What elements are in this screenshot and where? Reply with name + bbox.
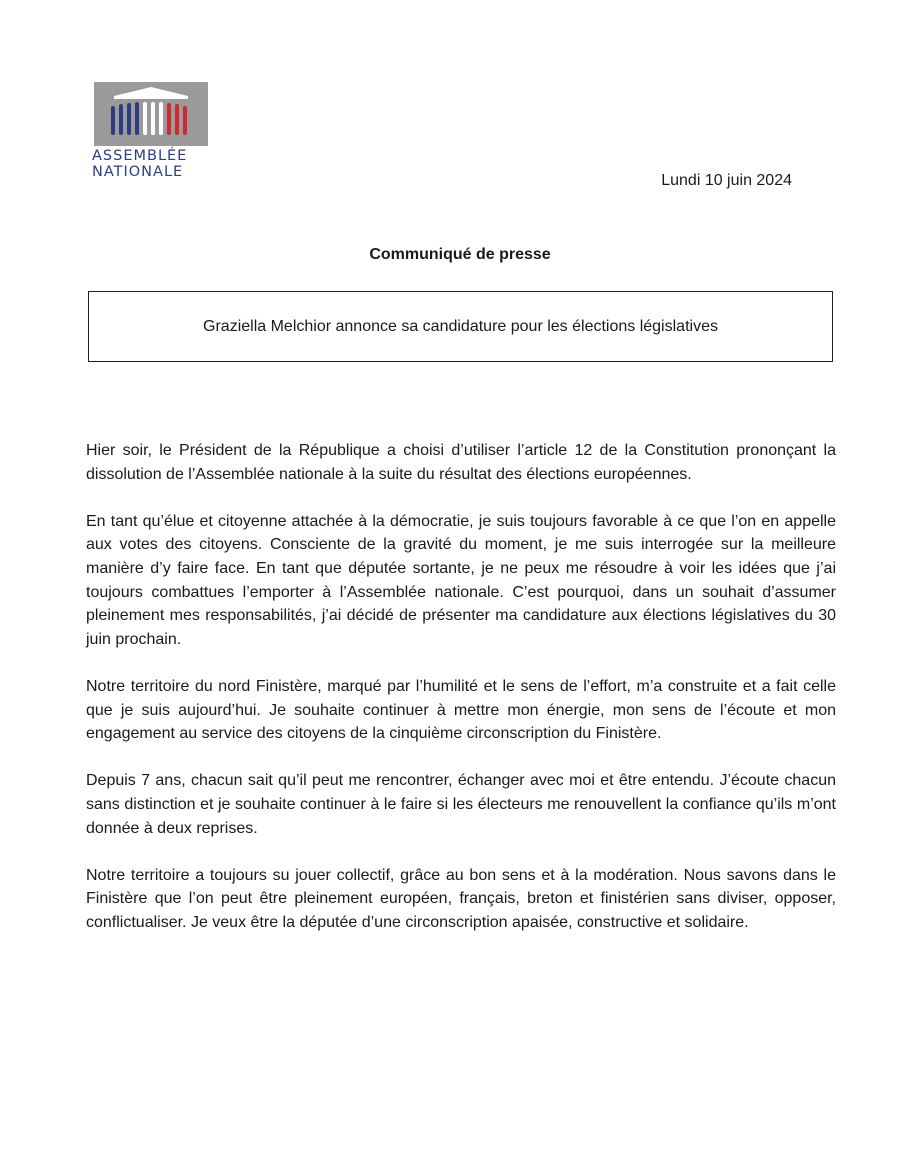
title-box: [88, 291, 833, 362]
release-title: Graziella Melchior annonce sa candidature pour les élections législatives: [203, 317, 718, 335]
release-date: Lundi 10 juin 2024: [661, 172, 792, 189]
logo-wordmark: [92, 148, 210, 180]
assemblee-nationale-logo: [92, 82, 210, 186]
paragraph-3: Notre territoire du nord Finistère, marqué par l’humilité et le sens de l’effort, m’a construite et a fait celle que je suis aujourd’hui. Je souhaite continuer à mettre mon énergie, mon sens de l’écoute et mon engagement au service des citoyens de la cinquième circonscription du Finistère.: [86, 677, 836, 743]
release-body: [86, 439, 836, 958]
paragraph-5: Notre territoire a toujours su jouer collectif, grâce au bon sens et à la modération. Nous savons dans le Finistère que l’on peut être pleinement européen, français, breton et finistérien sans diviser, opposer, conflictualiser. Je veux être la députée d’une circonscription apaisée, constructive et solidaire.: [86, 866, 836, 931]
document-type-heading: Communiqué de presse: [369, 246, 551, 263]
paragraph-1: Hier soir, le Président de la République a choisi d’utiliser l’article 12 de la Constitution prononçant la dissolution de l’Assemblée nationale à la suite du résultat des élections européennes.: [86, 442, 836, 483]
paragraph-2: En tant qu’élue et citoyenne attachée à la démocratie, je suis toujours favorable à ce que l’on en appelle aux votes des citoyens. Consciente de la gravité du moment, je me suis interrogée sur la meilleure manière d’y faire face. En tant que députée sortante, je ne peux me résoudre à voir les idées que j’ai toujours combattues l’emporter à l’Assemblée nationale. C’est pourquoi, dans un souhait d’assumer pleinement mes responsabilités, j’ai décidé de présenter ma candidature aux élections législatives du 30 juin prochain.: [86, 512, 836, 648]
logo-line-1: ASSEMBLÉE: [92, 148, 188, 164]
hemicycle-icon: [94, 82, 208, 146]
paragraph-4: Depuis 7 ans, chacun sait qu’il peut me rencontrer, échanger avec moi et être entendu. J’écoute chacun sans distinction et je souhaite continuer à le faire si les électeurs me renouvellent la confiance qu’ils m’ont donnée à deux reprises.: [86, 772, 836, 837]
logo-line-2: NATIONALE: [92, 164, 184, 180]
